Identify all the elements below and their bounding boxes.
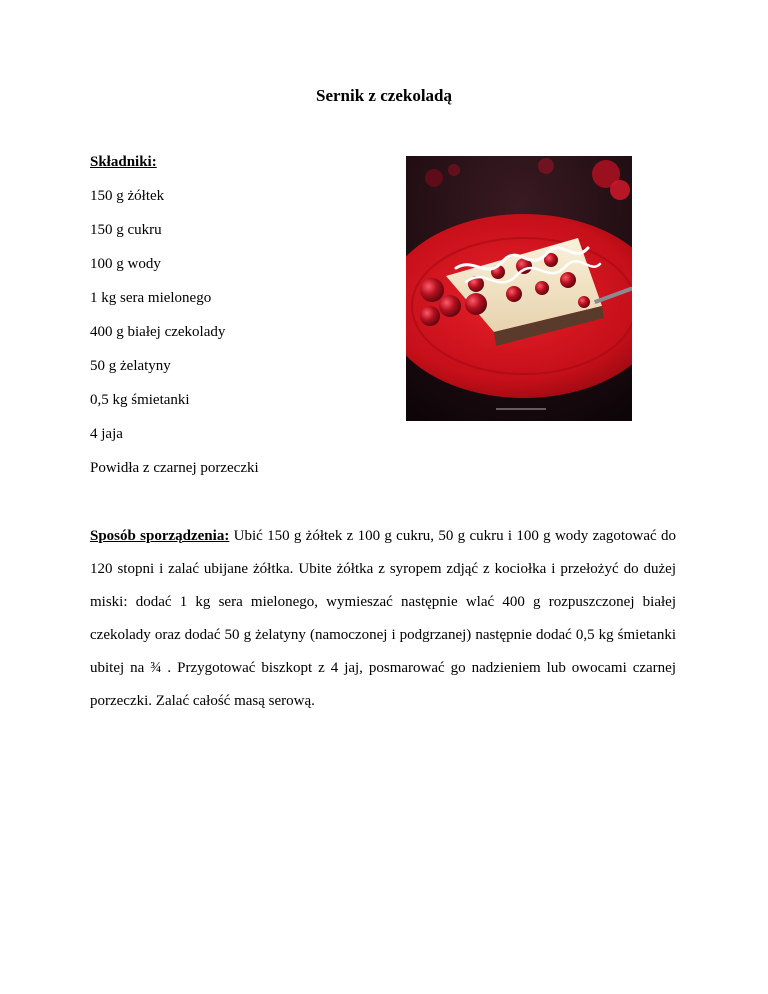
ingredients-list: [90, 186, 390, 492]
method-heading: Sposób sporządzenia:: [90, 528, 230, 544]
ingredient-item: 150 g cukru: [90, 222, 162, 238]
page-title: Sernik z czekoladą: [316, 86, 452, 105]
method-section: [90, 520, 676, 718]
ingredient-item: 50 g żelatyny: [90, 358, 171, 374]
ingredient-item: 4 jaja: [90, 426, 123, 442]
cheesecake-photo-svg: [406, 156, 632, 421]
cheesecake-photo: [406, 156, 632, 421]
ingredient-item: 400 g białej czekolady: [90, 324, 226, 340]
ingredients-section: [90, 152, 390, 492]
method-text: Ubić 150 g żółtek z 100 g cukru, 50 g cukru i 100 g wody zagotować do 120 stopni i zalać ubijane żółtka. Ubite żółtka z syropem zdjąć z kociołka i przełożyć do dużej miski: dodać 1 kg sera mielonego, wymieszać następnie wlać 400 g rozpuszczonej białej czekolady oraz dodać 50 g żelatyny (namoczonej i podgrzanej) następnie dodać 0,5 kg śmietanki ubitej na ¾ . Przygotować biszkopt z 4 jaj, posmarować go nadzieniem lub owocami czarnej porzeczki. Zalać całość masą serową.: [90, 528, 676, 709]
ingredient-item: 1 kg sera mielonego: [90, 290, 212, 306]
ingredients-heading: Składniki:: [90, 154, 157, 170]
ingredient-item: 150 g żółtek: [90, 188, 165, 204]
ingredient-item: 100 g wody: [90, 256, 161, 272]
ingredient-item: Powidła z czarnej porzeczki: [90, 460, 259, 476]
ingredient-item: 0,5 kg śmietanki: [90, 392, 190, 408]
